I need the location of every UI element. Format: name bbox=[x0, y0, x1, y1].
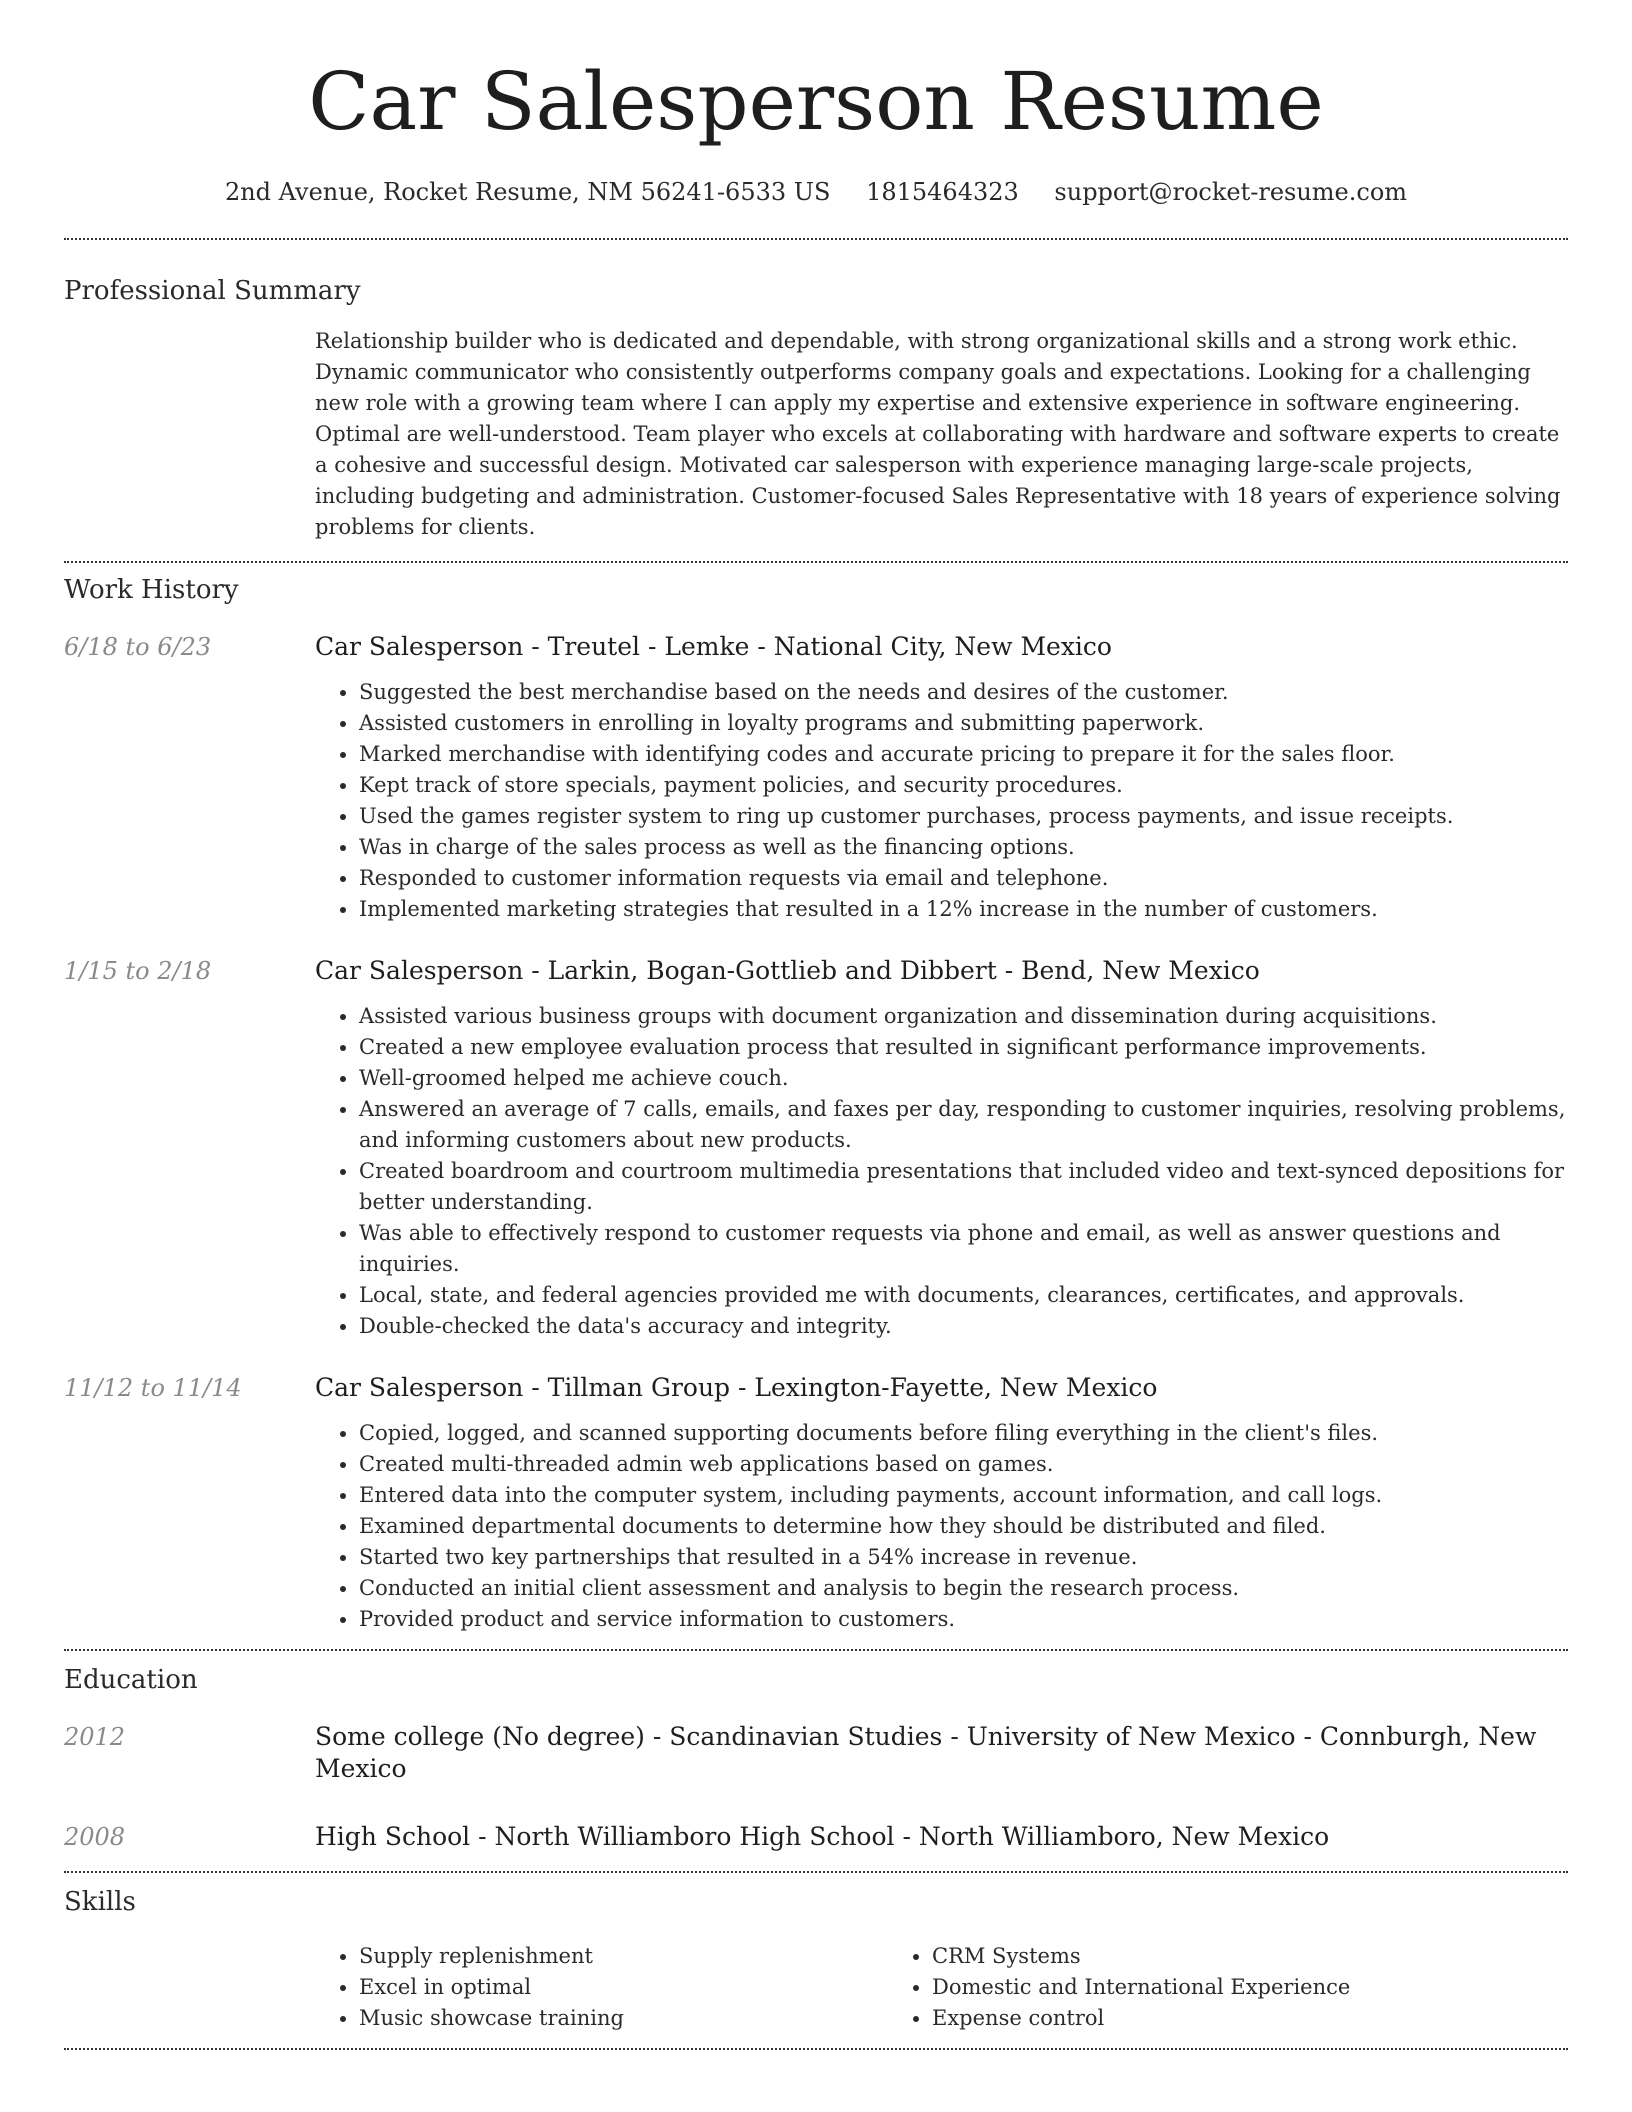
section-title-summary: Professional Summary bbox=[64, 276, 361, 306]
list-item: • Provided product and service information to customers. bbox=[359, 1604, 1568, 1635]
list-item: • Was able to effectively respond to customer requests via phone and email, as well as answer questions and inquiries. bbox=[359, 1218, 1568, 1280]
list-item: • Used the games register system to ring up customer purchases, process payments, and issue receipts. bbox=[359, 801, 1568, 832]
list-item: • Conducted an initial client assessment and analysis to begin the research process. bbox=[359, 1573, 1568, 1604]
skills-column-left bbox=[315, 1941, 888, 2034]
divider-summary bbox=[64, 561, 1568, 563]
education-year: 2012 bbox=[64, 1723, 126, 1751]
list-item: • Implemented marketing strategies that resulted in a 12% increase in the number of customers. bbox=[359, 894, 1568, 925]
list-item: • Examined departmental documents to determine how they should be distributed and filed. bbox=[359, 1511, 1568, 1542]
job-heading: Car Salesperson - Larkin, Bogan-Gottlieb and Dibbert - Bend, New Mexico bbox=[315, 956, 1260, 985]
job-dates: 1/15 to 2/18 bbox=[64, 957, 212, 985]
education-entry-2 bbox=[64, 1821, 1568, 1853]
list-item: • CRM Systems bbox=[932, 1941, 1461, 1972]
job-entry-3 bbox=[64, 1372, 1568, 1635]
skills-column-right bbox=[888, 1941, 1461, 2034]
list-item: • Kept track of store specials, payment policies, and security procedures. bbox=[359, 770, 1568, 801]
list-item: • Assisted customers in enrolling in loyalty programs and submitting paperwork. bbox=[359, 708, 1568, 739]
list-item: • Suggested the best merchandise based on the needs and desires of the customer. bbox=[359, 677, 1568, 708]
education-year: 2008 bbox=[64, 1823, 126, 1851]
skills-list bbox=[315, 1941, 1568, 2034]
section-title-skills: Skills bbox=[64, 1887, 136, 1917]
list-item: • Answered an average of 7 calls, emails, and faxes per day, responding to customer inquiries, resolving problems, and informing customers about new products. bbox=[359, 1094, 1568, 1156]
list-item: • Excel in optimal bbox=[359, 1972, 888, 2003]
contact-email: support@rocket-resume.com bbox=[1054, 178, 1408, 206]
job-bullets bbox=[315, 1418, 1568, 1635]
job-bullets bbox=[315, 1001, 1568, 1342]
list-item: • Was in charge of the sales process as well as the financing options. bbox=[359, 832, 1568, 863]
list-item: • Started two key partnerships that resulted in a 54% increase in revenue. bbox=[359, 1542, 1568, 1573]
contact-phone: 1815464323 bbox=[866, 178, 1019, 206]
contact-line bbox=[64, 176, 1568, 208]
list-item: • Responded to customer information requests via email and telephone. bbox=[359, 863, 1568, 894]
list-item: • Well-groomed helped me achieve couch. bbox=[359, 1063, 1568, 1094]
job-dates: 6/18 to 6/23 bbox=[64, 633, 212, 661]
list-item: • Expense control bbox=[932, 2003, 1461, 2034]
list-item: • Domestic and International Experience bbox=[932, 1972, 1461, 2003]
contact-address: 2nd Avenue, Rocket Resume, NM 56241-6533 US bbox=[224, 178, 831, 206]
job-bullets bbox=[315, 677, 1568, 925]
list-item: • Copied, logged, and scanned supporting documents before filing everything in the client's files. bbox=[359, 1418, 1568, 1449]
list-item: • Music showcase training bbox=[359, 2003, 888, 2034]
list-item: • Supply replenishment bbox=[359, 1941, 888, 1972]
education-heading: High School - North Williamboro High School - North Williamboro, New Mexico bbox=[315, 1822, 1330, 1851]
job-entry-2 bbox=[64, 955, 1568, 1342]
divider-top bbox=[64, 238, 1568, 240]
education-entry-1 bbox=[64, 1721, 1568, 1785]
divider-work bbox=[64, 1649, 1568, 1651]
list-item: • Assisted various business groups with document organization and dissemination during acquisitions. bbox=[359, 1001, 1568, 1032]
section-title-education: Education bbox=[64, 1665, 198, 1695]
section-title-work: Work History bbox=[64, 575, 239, 605]
divider-bottom bbox=[64, 2048, 1568, 2050]
list-item: • Entered data into the computer system, including payments, account information, and call logs. bbox=[359, 1480, 1568, 1511]
list-item: • Created multi-threaded admin web applications based on games. bbox=[359, 1449, 1568, 1480]
divider-education bbox=[64, 1871, 1568, 1873]
resume-title: Car Salesperson Resume bbox=[308, 55, 1324, 148]
list-item: • Double-checked the data's accuracy and integrity. bbox=[359, 1311, 1568, 1342]
job-dates: 11/12 to 11/14 bbox=[64, 1374, 242, 1402]
job-entry-1 bbox=[64, 631, 1568, 925]
list-item: • Marked merchandise with identifying codes and accurate pricing to prepare it for the sales floor. bbox=[359, 739, 1568, 770]
job-heading: Car Salesperson - Treutel - Lemke - National City, New Mexico bbox=[315, 632, 1112, 661]
job-heading: Car Salesperson - Tillman Group - Lexington-Fayette, New Mexico bbox=[315, 1373, 1158, 1402]
education-heading: Some college (No degree) - Scandinavian Studies - University of New Mexico - Connburgh, New Mexico bbox=[315, 1722, 1537, 1783]
list-item: • Created a new employee evaluation process that resulted in significant performance improvements. bbox=[359, 1032, 1568, 1063]
list-item: • Created boardroom and courtroom multimedia presentations that included video and text-synced depositions for better understanding. bbox=[359, 1156, 1568, 1218]
list-item: • Local, state, and federal agencies provided me with documents, clearances, certificates, and approvals. bbox=[359, 1280, 1568, 1311]
summary-text: Relationship builder who is dedicated and dependable, with strong organizational skills and a strong work ethic. Dynamic communicator who consistently outperforms company goals and expectations. Looking for a challenging new role with a growing team where I can apply my expertise and extensive experience in software engineering. Optimal are well-understood. Team player who excels at collaborating with hardware and software experts to create a cohesive and successful design. Motivated car salesperson with experience managing large-scale projects, including budgeting and administration. Customer-focused Sales Representative with 18 years of experience solving problems for clients. bbox=[315, 329, 1561, 539]
